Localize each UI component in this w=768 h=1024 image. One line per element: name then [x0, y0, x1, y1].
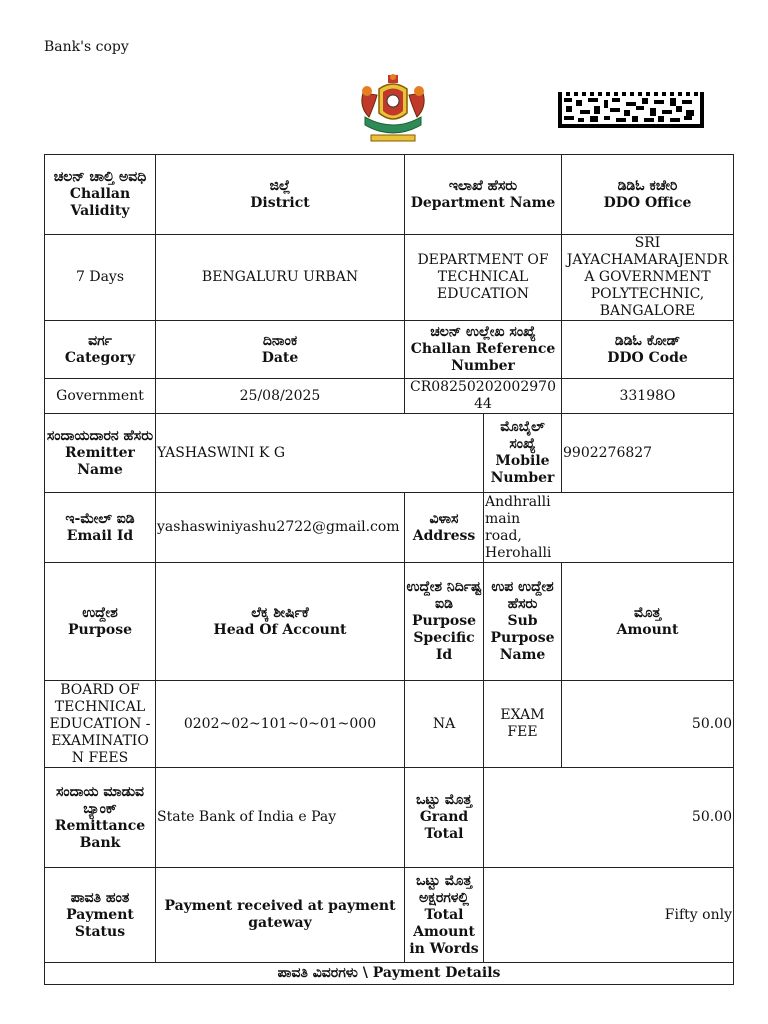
pay-status-label: ಪಾವತಿ ಹಂತ Payment Status [45, 868, 156, 963]
date-value: 25/08/2025 [156, 379, 405, 414]
category-label: ವರ್ಗ Category [45, 321, 156, 379]
head-of-account-value: 0202~02~101~0~01~000 [156, 681, 405, 768]
district-value: BENGALURU URBAN [156, 235, 405, 321]
email-label: ಇ-ಮೇಲ್ ಐಡಿ Email Id [45, 493, 156, 563]
remit-bank-label: ಸಂದಾಯ ಮಾಡುವ ಬ್ಯಾಂಕ್ Remittance Bank [45, 768, 156, 868]
ddo-code-value: 33198O [562, 379, 734, 414]
sub-purpose-label: ಉಪ ಉದ್ದೇಶ ಹೆಸರು Sub Purpose Name [484, 563, 562, 681]
address-value: Andhralli main road, Herohalli [484, 493, 734, 563]
table-row [45, 868, 734, 963]
category-value: Government [45, 379, 156, 414]
challan-validity-label: ಚಲನ್ ಚಾಲ್ತಿ ಅವಧಿ Challan Validity [45, 155, 156, 235]
address-label: ವಿಳಾಸ Address [405, 493, 484, 563]
table-row [45, 235, 734, 321]
amount-label: ಮೊತ್ತ Amount [562, 563, 734, 681]
department-value: DEPARTMENT OF TECHNICAL EDUCATION [405, 235, 562, 321]
ddo-code-label: ಡಿಡಿಓ ಕೋಡ್ DDO Code [562, 321, 734, 379]
ddo-office-value: SRI JAYACHAMARAJENDRA GOVERNMENT POLYTECHNIC, BANGALORE [562, 235, 734, 321]
remitter-value: YASHASWINI K G [156, 414, 484, 493]
validity-value: 7 Days [45, 235, 156, 321]
table-row [45, 414, 734, 493]
date-label: ದಿನಾಂಕ Date [156, 321, 405, 379]
challan-table [44, 154, 734, 985]
table-row [45, 563, 734, 681]
table-row [45, 681, 734, 768]
amount-value: 50.00 [562, 681, 734, 768]
data-matrix-code [558, 92, 704, 128]
table-row [45, 768, 734, 868]
table-row [45, 379, 734, 414]
purpose-label: ಉದ್ದೇಶ Purpose [45, 563, 156, 681]
challan-ref-label: ಚಲನ್ ಉಲ್ಲೇಖ ಸಂಖ್ಯೆ Challan Reference Number [405, 321, 562, 379]
table-row [45, 321, 734, 379]
table-row [45, 963, 734, 985]
payment-details-heading: ಪಾವತಿ ವಿವರಗಳು \ Payment Details [45, 963, 734, 985]
state-emblem-icon [355, 73, 431, 145]
copy-label: Bank's copy [44, 39, 129, 55]
sub-purpose-value: EXAM FEE [484, 681, 562, 768]
mobile-label: ಮೊಬೈಲ್ ಸಂಖ್ಯೆ Mobile Number [484, 414, 562, 493]
challan-ref-value: CR0825020200297044 [405, 379, 562, 414]
ddo-office-label: ಡಿಡಿಓ ಕಚೇರಿ DDO Office [562, 155, 734, 235]
total-words-label: ಒಟ್ಟು ಮೊತ್ತ ಅಕ್ಷರಗಳಲ್ಲಿ Total Amount in Words [405, 868, 484, 963]
purpose-value: BOARD OF TECHNICAL EDUCATION - EXAMINATION FEES [45, 681, 156, 768]
purpose-id-label: ಉದ್ದೇಶ ನಿರ್ದಿಷ್ಟ ಐಡಿ Purpose Specific Id [405, 563, 484, 681]
total-words-value: Fifty only [484, 868, 734, 963]
grand-total-value: 50.00 [484, 768, 734, 868]
mobile-value: 9902276827 [562, 414, 734, 493]
head-of-account-label: ಲೆಕ್ಕ ಶೀರ್ಷಿಕೆ Head Of Account [156, 563, 405, 681]
grand-total-label: ಒಟ್ಟು ಮೊತ್ತ Grand Total [405, 768, 484, 868]
pay-status-value: Payment received at payment gateway [156, 868, 405, 963]
district-label: ಜಿಲ್ಲೆ District [156, 155, 405, 235]
table-row [45, 155, 734, 235]
remit-bank-value: State Bank of India e Pay [156, 768, 405, 868]
remitter-label: ಸಂದಾಯದಾರನ ಹೆಸರು Remitter Name [45, 414, 156, 493]
department-label: ಇಲಾಖೆ ಹೆಸರು Department Name [405, 155, 562, 235]
purpose-id-value: NA [405, 681, 484, 768]
email-value: yashaswiniyashu2722@gmail.com [156, 493, 405, 563]
table-row [45, 493, 734, 563]
